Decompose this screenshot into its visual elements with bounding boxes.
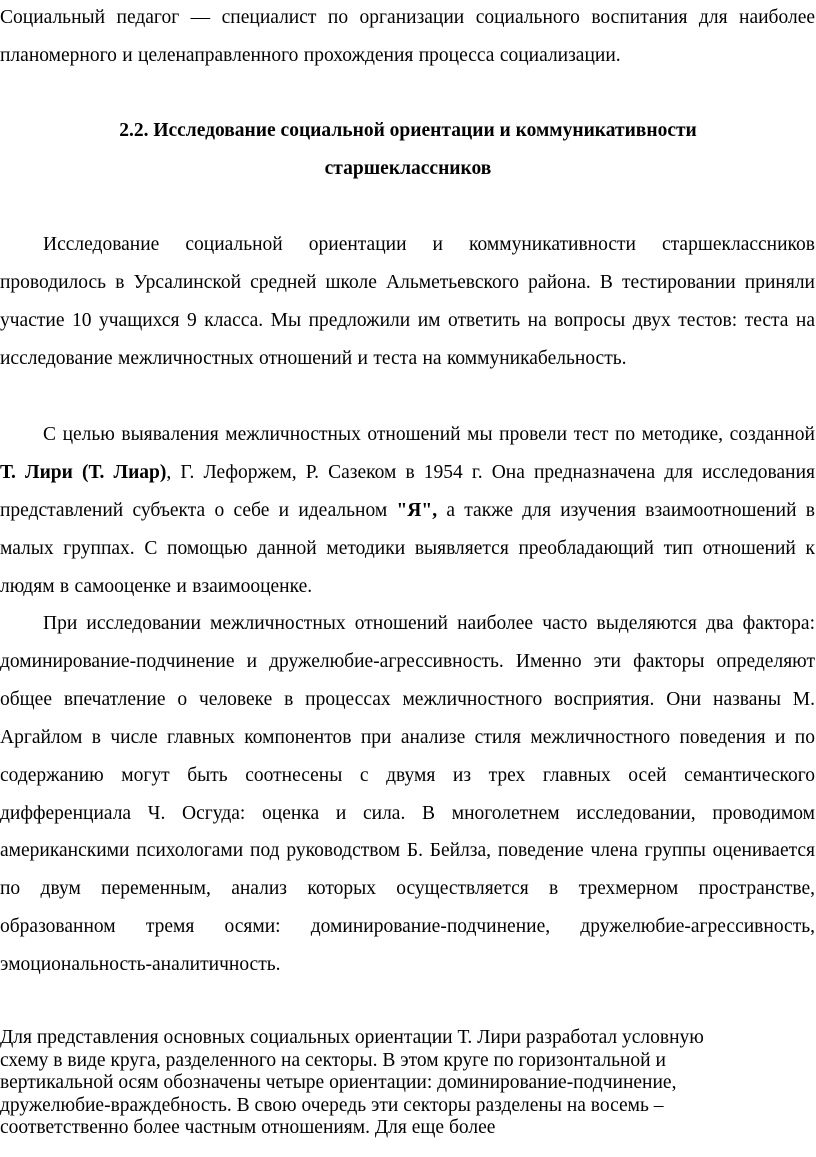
text-run: , Г. Лефоржем, Р. Сазеком в 1954 г. Она предназначена для исследования представлений субъекта о себе и идеальном xyxy=(0,461,815,521)
text-line: соответственно более частным отношениям. Для еще более xyxy=(0,1117,496,1138)
bold-author-names: Т. Лири (Т. Лиар) xyxy=(0,461,167,483)
section-heading-line-2: старшеклассников xyxy=(324,158,492,179)
text-line: Для представления основных социальных ориентации Т. Лири разработал условную xyxy=(0,1027,704,1048)
paragraph-interpersonal-factors: При исследовании межличностных отношений наиболее часто выделяются два фактора: доминирование-подчинение и дружелюбие-агрессивность. Именно эти факторы определяют общее впечатление о человеке в процессах межличностного восприятия. Они названы М. Аргайлом в числе главных компонентов при анализе стиля межличностного поведения и по содержанию могут быть соотнесены с двумя из трех главных осей семантического дифференциала Ч. Осгуда: оценка и сила. В многолетнем исследовании, проводимом американскими психологами под руководством Б. Бейлза, поведение члена группы оценивается по двум переменным, анализ которых осуществляется в трехмерном пространстве, образованном тремя осями: доминирование-подчинение, дружелюбие-агрессивность, эмоциональность-аналитичность. xyxy=(0,613,815,976)
paragraph-intro: Социальный педагог — специалист по организации социального воспитания для наиболее планомерного и целенаправленного прохождения процесса социализации. xyxy=(0,7,815,66)
section-heading-line-1: 2.2. Исследование социальной ориентации и коммуникативности xyxy=(119,120,697,141)
text-run: С целью выяваления межличностных отношений мы провели тест по методике, созданной xyxy=(43,424,815,445)
paragraph-study-description: Исследование социальной ориентации и коммуникативности старшеклассников проводилось в Урсалинской средней школе Альметьевского района. В тестировании приняли участие 10 учащихся 9 класса. Мы предложили им ответить на вопросы двух тестов: теста на исследование межличностных отношений и теста на коммуникабельность. xyxy=(0,234,815,369)
paragraph-leary-method xyxy=(0,416,815,606)
text-run: а также для изучения взаимоотношений в малых группах. С помощью данной методики выявляется преобладающий тип отношений к людям в самооценке и взаимооценке. xyxy=(0,499,816,597)
bold-ideal-self: "Я", xyxy=(396,499,438,521)
text-line: вертикальной осям обозначены четыре ориентации: доминирование-подчинение, xyxy=(0,1072,677,1093)
text-line: схему в виде круга, разделенного на секторы. В этом круге по горизонтальной и xyxy=(0,1049,666,1071)
text-line: дружелюбие-враждебность. В свою очередь эти секторы разделены на восемь – xyxy=(0,1094,664,1116)
